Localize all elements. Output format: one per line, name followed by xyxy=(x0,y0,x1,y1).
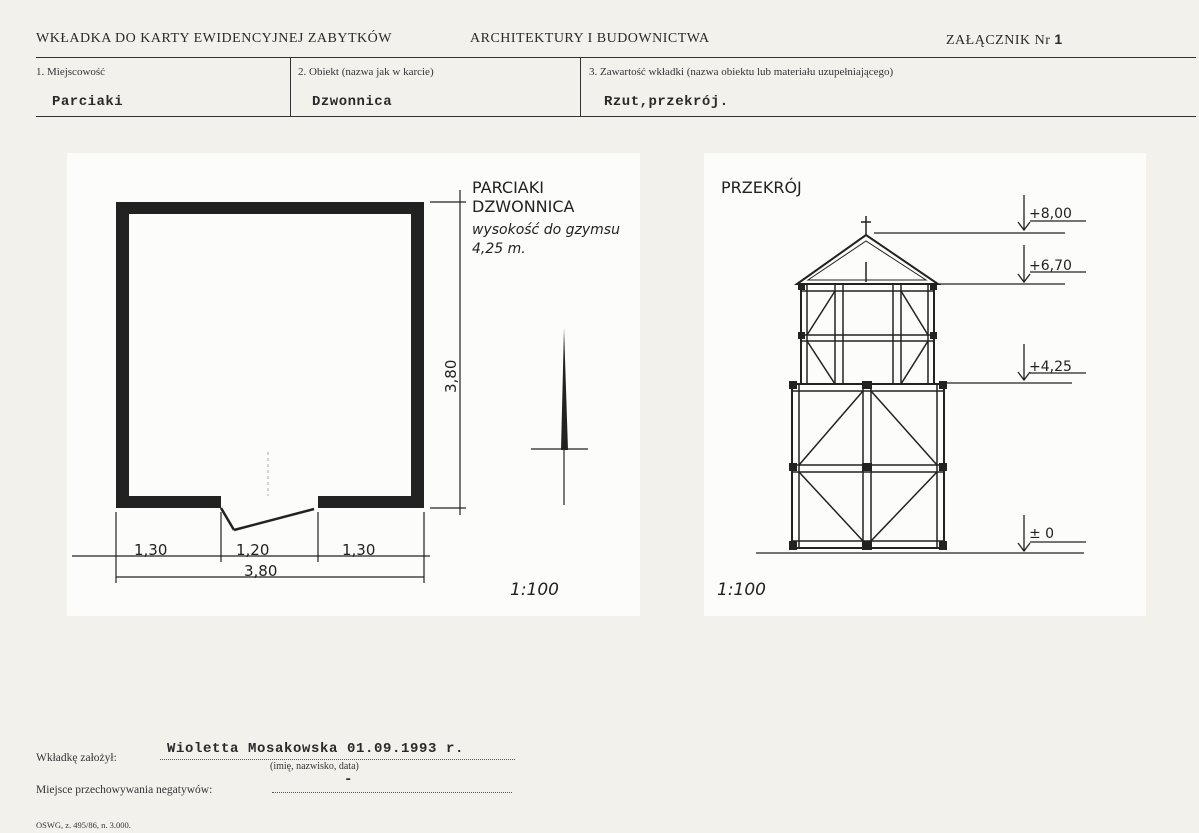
field-contents-label: 3. Zawartość wkładki (nazwa obiektu lub materiału uzupełniającego) xyxy=(589,66,894,78)
section-upper-brace-2 xyxy=(901,291,928,335)
section-title: PRZEKRÓJ xyxy=(721,178,802,197)
form-subtitle: ARCHITEKTURY I BUDOWNICTWA xyxy=(470,31,710,46)
plan-dim-total: 3,80 xyxy=(244,562,278,580)
field-object-label: 2. Obiekt (nazwa jak w karcie) xyxy=(298,66,434,78)
section-joints xyxy=(789,283,947,550)
section-lower-brace-4 xyxy=(871,472,937,541)
field-location-value: Parciaki xyxy=(52,94,124,110)
plan-dim-height: 3,80 xyxy=(442,359,460,393)
created-by-hint: (imię, nazwisko, data) xyxy=(270,761,359,772)
negatives-value: - xyxy=(344,772,353,788)
plan-dim-right: 1,30 xyxy=(342,541,376,559)
print-info: OSWG, z. 495/86, n. 3.000. xyxy=(36,820,131,830)
field-object-value: Dzwonnica xyxy=(312,94,393,110)
section-lower-brace-2 xyxy=(871,391,937,465)
form-title: WKŁADKA DO KARTY EWIDENCYJNEJ ZABYTKÓW xyxy=(36,31,392,46)
attachment-number: 1 xyxy=(1054,31,1063,47)
north-arrow-icon xyxy=(531,328,588,505)
plan-wall-left xyxy=(116,202,129,508)
negatives-label: Miejsce przechowywania negatywów: xyxy=(36,784,213,796)
section-upper-brace-1 xyxy=(807,291,835,335)
plan-wall-bottom-left xyxy=(116,496,221,508)
attachment-label-text: ZAŁĄCZNIK Nr xyxy=(946,33,1051,48)
plan-dim-door: 1,20 xyxy=(236,541,270,559)
section-drawing xyxy=(717,178,1086,600)
section-scale: 1:100 xyxy=(717,580,766,600)
level-label-0: ± 0 xyxy=(1029,526,1055,542)
level-label-8: +8,00 xyxy=(1029,206,1072,222)
field-contents-value: Rzut,przekrój. xyxy=(604,94,729,110)
level-label-4: +4,25 xyxy=(1029,359,1072,375)
created-by-label: Wkładkę założył: xyxy=(36,752,117,764)
negatives-line xyxy=(272,792,512,793)
created-by-line xyxy=(160,759,515,760)
created-by-value: Wioletta Mosakowska 01.09.1993 r. xyxy=(167,741,465,757)
plan-wall-bottom-right xyxy=(318,496,424,508)
section-upper-frame xyxy=(801,284,934,384)
plan-title-line1: PARCIAKI xyxy=(472,178,544,197)
floor-plan xyxy=(72,178,620,600)
plan-scale: 1:100 xyxy=(510,580,559,600)
section-roof-inner xyxy=(808,241,926,280)
plan-note-line2: 4,25 m. xyxy=(472,241,526,257)
plan-wall-right xyxy=(411,202,424,508)
plan-dim-left: 1,30 xyxy=(134,541,168,559)
plan-door-jamb xyxy=(221,508,234,530)
plan-title-line2: DZWONNICA xyxy=(472,197,575,216)
section-lower-brace-1 xyxy=(799,391,863,465)
section-upper-brace-4 xyxy=(901,341,928,384)
plan-note-line1: wysokość do gzymsu xyxy=(472,222,620,238)
section-upper-brace-3 xyxy=(807,341,835,384)
level-label-6: +6,70 xyxy=(1029,258,1072,274)
section-lower-brace-3 xyxy=(799,472,863,541)
plan-wall-top xyxy=(116,202,424,214)
field-location-label: 1. Miejscowość xyxy=(36,66,106,78)
plan-door-leaf xyxy=(234,509,314,530)
